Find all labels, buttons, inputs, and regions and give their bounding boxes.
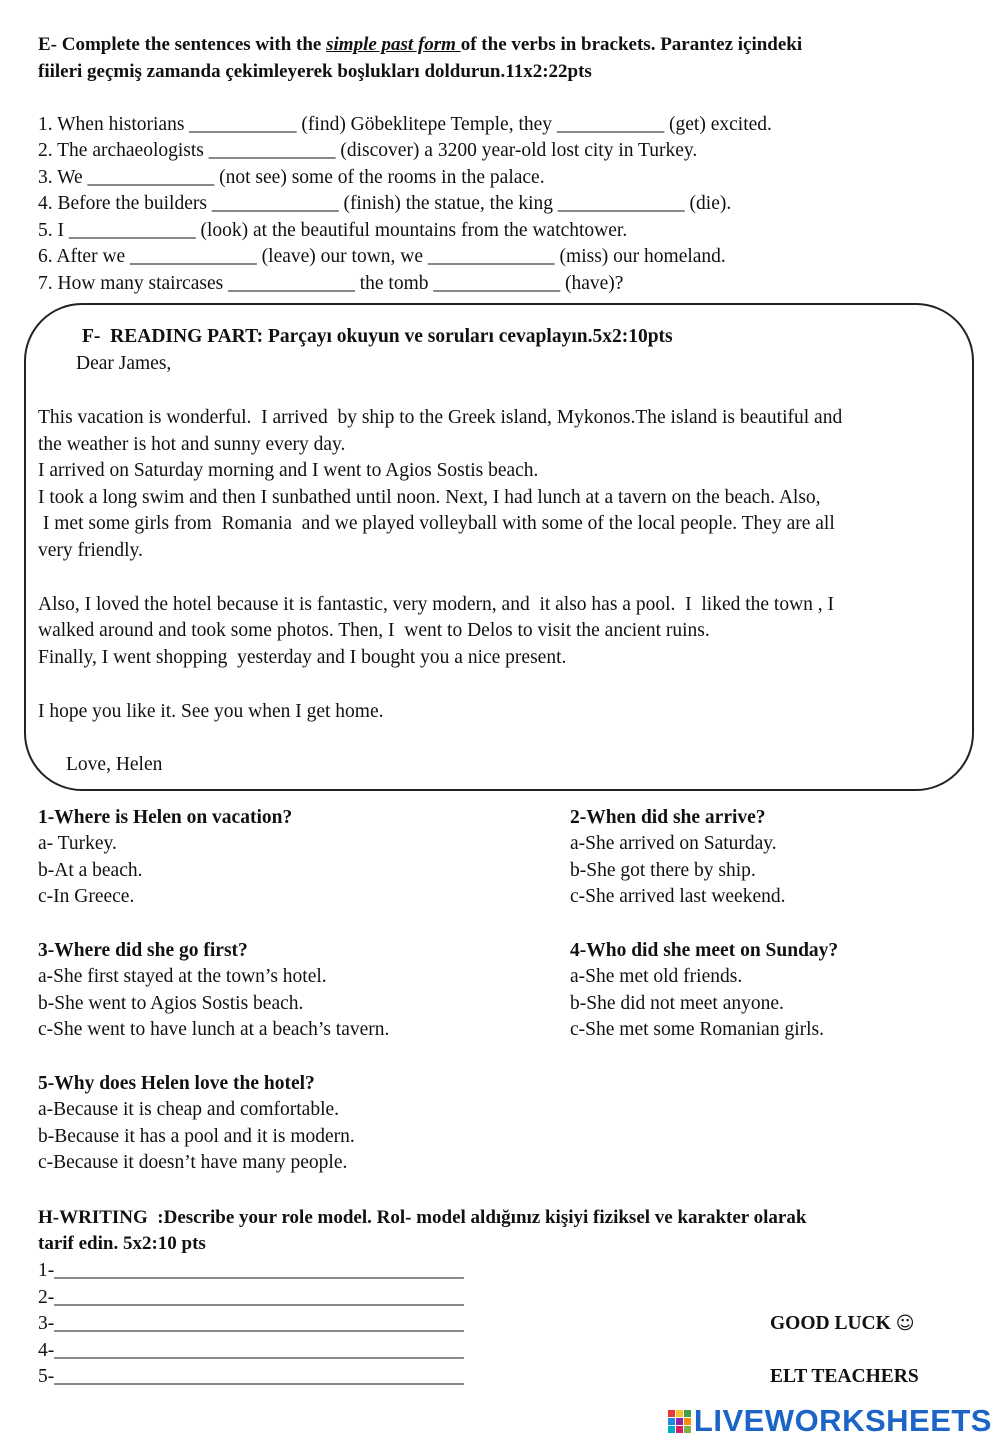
question-5-option-c: c-Because it doesn’t have many people. <box>38 1152 348 1173</box>
section-f-title: F- READING PART: Parçayı okuyun ve soruları cevaplayın.5x2:10pts <box>82 326 673 347</box>
question-4-option-c: c-She met some Romanian girls. <box>570 1019 824 1040</box>
exercise-item-5: 5. I _____________ (look) at the beautiful mountains from the watchtower. <box>38 220 628 241</box>
letter-line-7: Also, I loved the hotel because it is fantastic, very modern, and it also has a pool. I liked the town , I <box>38 594 835 615</box>
question-1-option-b: b-At a beach. <box>38 860 143 881</box>
question-3-title: 3-Where did she go first? <box>38 940 248 961</box>
letter-line-8: walked around and took some photos. Then, I went to Delos to visit the ancient ruins. <box>38 620 710 641</box>
section-h-title: H-WRITING :Describe your role model. Rol- model aldığınız kişiyi fiziksel ve karakter olarak <box>38 1207 807 1228</box>
exercise-item-6: 6. After we _____________ (leave) our town, we _____________ (miss) our homeland. <box>38 246 726 267</box>
exercise-item-3: 3. We _____________ (not see) some of the rooms in the palace. <box>38 167 545 188</box>
question-3-option-b: b-She went to Agios Sostis beach. <box>38 993 304 1014</box>
good-luck-label: GOOD LUCK <box>770 1313 891 1334</box>
question-1-option-a: a- Turkey. <box>38 833 117 854</box>
question-2-title: 2-When did she arrive? <box>570 807 766 828</box>
good-luck-text <box>770 1311 914 1338</box>
question-2-option-b: b-She got there by ship. <box>570 860 756 881</box>
question-3-option-a: a-She first stayed at the town’s hotel. <box>38 966 327 987</box>
writing-line-2: 2-__________________________________________ <box>38 1287 464 1308</box>
exercise-item-4: 4. Before the builders _____________ (finish) the statue, the king _____________ (die). <box>38 193 732 214</box>
section-e-title <box>38 32 802 59</box>
section-e-title-prefix: E- Complete the sentences with the <box>38 34 327 55</box>
question-2-option-c: c-She arrived last weekend. <box>570 886 786 907</box>
section-h-title-line2: tarif edin. 5x2:10 pts <box>38 1233 206 1254</box>
letter-line-3: I arrived on Saturday morning and I went to Agios Sostis beach. <box>38 460 539 481</box>
liveworksheets-logo <box>668 1403 992 1439</box>
elt-teachers-signature: ELT TEACHERS <box>770 1366 919 1387</box>
writing-line-5: 5-__________________________________________ <box>38 1366 464 1387</box>
exercise-item-1: 1. When historians ___________ (find) Göbeklitepe Temple, they ___________ (get) excited. <box>38 114 772 135</box>
exercise-item-7: 7. How many staircases _____________ the tomb _____________ (have)? <box>38 273 624 294</box>
question-5-option-b: b-Because it has a pool and it is modern. <box>38 1126 355 1147</box>
exercise-item-2: 2. The archaeologists _____________ (discover) a 3200 year-old lost city in Turkey. <box>38 140 698 161</box>
section-e-title-suffix: of the verbs in brackets. Parantez içindeki <box>460 34 803 55</box>
writing-line-4: 4-__________________________________________ <box>38 1340 464 1361</box>
question-5-title: 5-Why does Helen love the hotel? <box>38 1073 315 1094</box>
letter-line-10: I hope you like it. See you when I get home. <box>38 701 384 722</box>
question-4-option-a: a-She met old friends. <box>570 966 743 987</box>
brand-grid-icon <box>668 1410 691 1433</box>
question-4-title: 4-Who did she meet on Sunday? <box>570 940 839 961</box>
brand-name: LIVEWORKSHEETS <box>693 1403 992 1438</box>
question-1-option-c: c-In Greece. <box>38 886 135 907</box>
letter-line-6: very friendly. <box>38 540 143 561</box>
question-5-option-a: a-Because it is cheap and comfortable. <box>38 1099 340 1120</box>
writing-line-3: 3-__________________________________________ <box>38 1313 464 1334</box>
letter-line-1: This vacation is wonderful. I arrived by ship to the Greek island, Mykonos.The island is beautiful and <box>38 407 843 428</box>
letter-greeting: Dear James, <box>76 353 172 374</box>
smiley-icon: ☺ <box>895 1313 915 1334</box>
question-1-title: 1-Where is Helen on vacation? <box>38 807 293 828</box>
letter-line-4: I took a long swim and then I sunbathed until noon. Next, I had lunch at a tavern on the beach. Also, <box>38 487 821 508</box>
letter-line-9: Finally, I went shopping yesterday and I bought you a nice present. <box>38 647 567 668</box>
question-2-option-a: a-She arrived on Saturday. <box>570 833 777 854</box>
letter-signoff: Love, Helen <box>66 754 163 775</box>
section-e-title-line2: fiileri geçmiş zamanda çekimleyerek boşlukları doldurun.11x2:22pts <box>38 61 592 82</box>
section-e-title-emphasis: simple past form <box>326 34 461 55</box>
writing-line-1: 1-__________________________________________ <box>38 1260 464 1281</box>
question-4-option-b: b-She did not meet anyone. <box>570 993 784 1014</box>
letter-line-2: the weather is hot and sunny every day. <box>38 434 346 455</box>
letter-line-5: I met some girls from Romania and we played volleyball with some of the local people. They are all <box>38 513 835 534</box>
question-3-option-c: c-She went to have lunch at a beach’s tavern. <box>38 1019 390 1040</box>
